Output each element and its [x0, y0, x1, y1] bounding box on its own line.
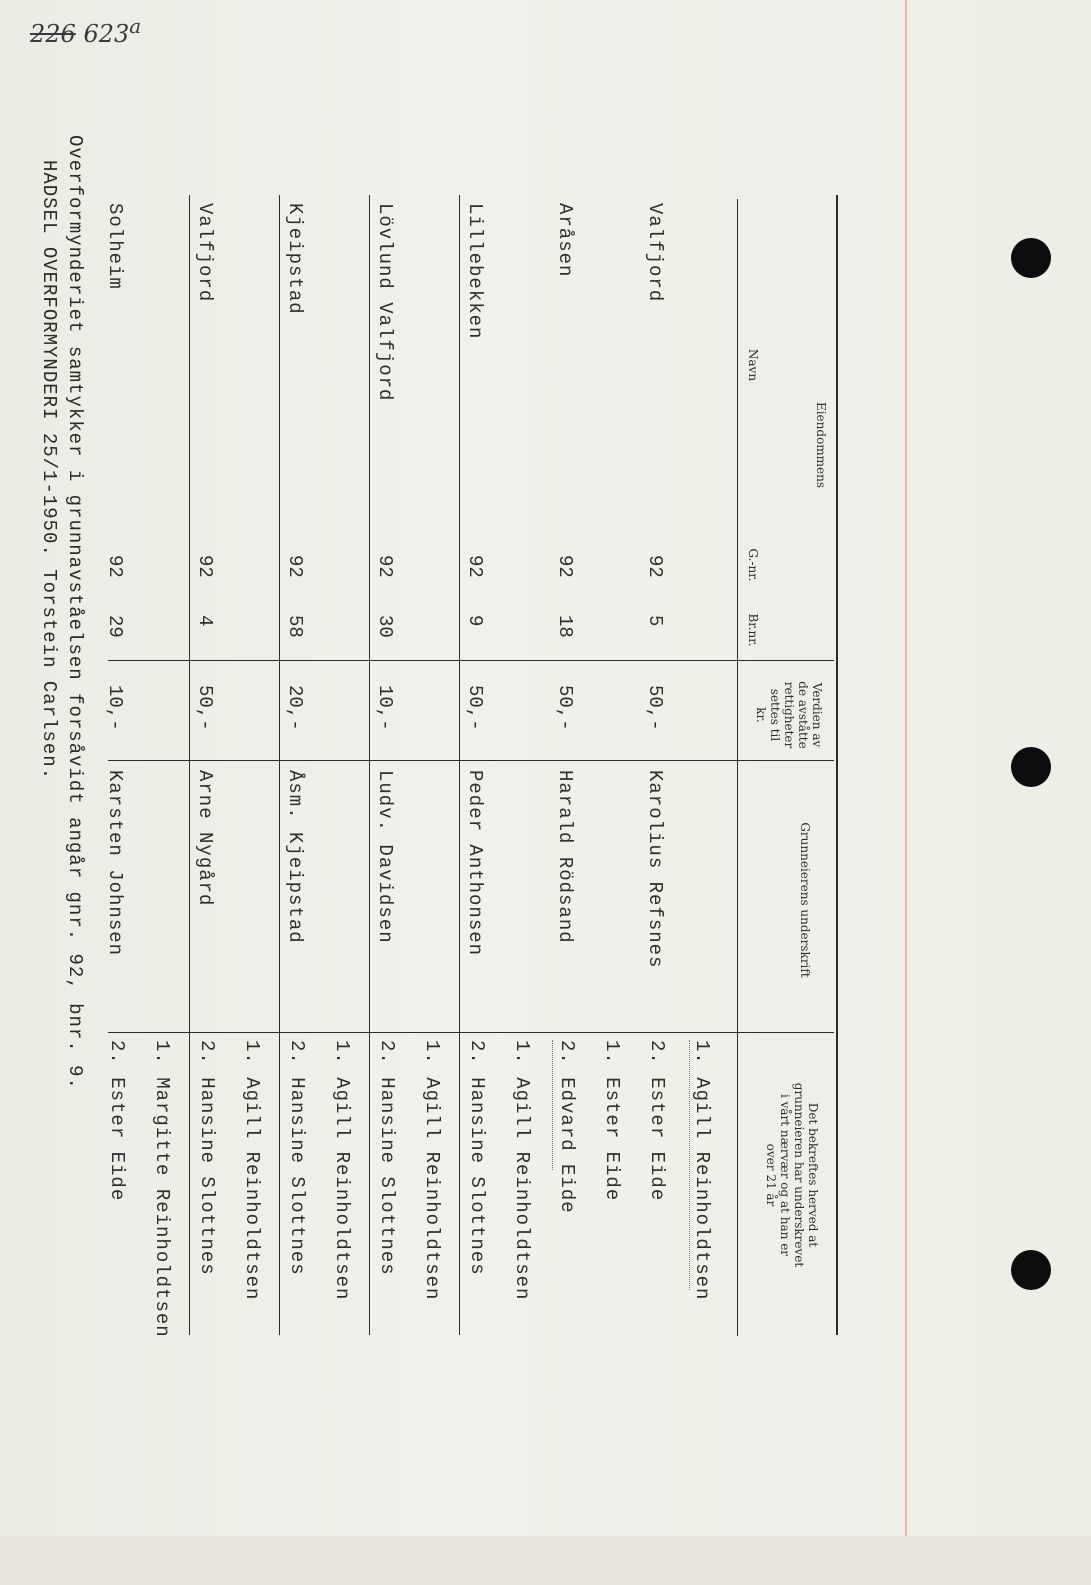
row-0-dots1	[689, 1040, 690, 1290]
row-4-vitne2: 2. Hansine Slottnes	[286, 1040, 308, 1276]
header-bnr: Br.nr.	[746, 613, 760, 647]
row-4-verdi: 20,-	[284, 685, 306, 731]
row-0-verdi: 50,-	[644, 685, 666, 731]
row-1-underskrift: Harald Rödsand	[554, 770, 576, 944]
header-underskrift: Grunneierens underskrift	[798, 822, 812, 978]
row-3-rule	[369, 195, 370, 1335]
rotated-table-area	[38, 135, 838, 1585]
margin-line	[905, 0, 907, 1536]
row-2-rule	[459, 195, 460, 1335]
row-1-navn: Aråsen	[554, 203, 576, 278]
row-0-vitne2: 2. Ester Eide	[646, 1040, 668, 1202]
row-1-verdi: 50,-	[554, 685, 576, 731]
header-navn: Navn	[746, 348, 760, 382]
row-6-bnr: 29	[104, 615, 126, 638]
row-2-vitne2: 2. Hansine Slottnes	[466, 1040, 488, 1276]
row-3-navn: Lövlund Valfjord	[374, 203, 396, 402]
row-3-vitne2: 2. Hansine Slottnes	[376, 1040, 398, 1276]
row-6-gnr: 92	[104, 555, 126, 578]
col-divider-3	[108, 1032, 834, 1033]
row-4-gnr: 92	[284, 555, 306, 578]
row-3-verdi: 10,-	[374, 685, 396, 731]
row-1-gnr: 92	[554, 555, 576, 578]
header-vitner: Det bekreftes herved at grunneieren har underskrevet i vårt nærvær og at han er over 21 år	[764, 1082, 820, 1268]
header-divider	[737, 199, 738, 1336]
punch-hole-top	[1011, 238, 1051, 278]
row-3-underskrift: Ludv. Davidsen	[374, 770, 396, 944]
header-verdi: Verdien av de avståtte rettigheter settes til kr.	[754, 681, 824, 749]
row-1-dots	[552, 1040, 553, 1170]
row-0-vitne1: 1. Agill Reinholdtsen	[691, 1040, 713, 1301]
row-1-vitne2: 2. Edvard Eide	[556, 1040, 578, 1214]
row-0-underskrift: Karolius Refsnes	[644, 770, 666, 969]
row-5-gnr: 92	[194, 555, 216, 578]
row-2-verdi: 50,-	[464, 685, 486, 731]
page-number-suffix: a	[129, 14, 142, 38]
row-6-verdi: 10,-	[104, 685, 126, 731]
row-2-vitne1: 1. Agill Reinholdtsen	[511, 1040, 533, 1301]
row-5-underskrift: Arne Nygård	[194, 770, 216, 907]
row-5-rule	[189, 195, 190, 1335]
row-3-bnr: 30	[374, 615, 396, 638]
row-4-underskrift: Åsm. Kjeipstad	[284, 770, 306, 944]
row-5-navn: Valfjord	[194, 203, 216, 303]
row-0-bnr: 5	[644, 615, 666, 627]
row-4-navn: Kjeipstad	[284, 203, 306, 315]
row-0-navn: Valfjord	[644, 203, 666, 303]
row-6-vitne2: 2. Ester Eide	[106, 1040, 128, 1202]
punch-hole-middle	[1011, 747, 1051, 787]
header-gnr: G.-nr.	[746, 548, 760, 582]
row-2-underskrift: Peder Anthonsen	[464, 770, 486, 957]
table-top-border	[836, 195, 838, 1335]
row-5-verdi: 50,-	[194, 685, 216, 731]
row-4-rule	[279, 195, 280, 1335]
row-5-vitne1: 1. Agill Reinholdtsen	[241, 1040, 263, 1301]
row-0-gnr: 92	[644, 555, 666, 578]
footer-consent-line: Overformynderiet samtykker i grunnavståelsen forsåvidt angår gnr. 92, bnr. 9.	[64, 135, 86, 1090]
row-2-navn: Lillebekken	[464, 203, 486, 340]
row-1-bnr: 18	[554, 615, 576, 638]
struck-page-number: 226	[30, 20, 76, 48]
row-4-bnr: 58	[284, 615, 306, 638]
col-divider-2	[108, 760, 834, 761]
row-6-vitne1: 1. Margitte Reinholdtsen	[151, 1040, 173, 1338]
row-5-vitne2: 2. Hansine Slottnes	[196, 1040, 218, 1276]
row-6-navn: Solheim	[104, 203, 126, 290]
page-number: 623	[83, 20, 130, 48]
footer-authority-line: HADSEL OVERFORMYNDERI 25/1-1950. Torstein Carlsen.	[38, 160, 60, 781]
row-4-vitne1: 1. Agill Reinholdtsen	[331, 1040, 353, 1301]
row-1-vitne1: 1. Ester Eide	[601, 1040, 623, 1202]
row-2-gnr: 92	[464, 555, 486, 578]
col-divider-1	[108, 660, 834, 661]
row-3-vitne1: 1. Agill Reinholdtsen	[421, 1040, 443, 1301]
row-6-underskrift: Karsten Johnsen	[104, 770, 126, 957]
page-number-note	[30, 14, 141, 48]
row-2-bnr: 9	[464, 615, 486, 627]
row-5-bnr: 4	[194, 615, 216, 627]
punch-hole-bottom	[1011, 1250, 1051, 1290]
row-3-gnr: 92	[374, 555, 396, 578]
header-eiendom: Eiendommens	[814, 401, 828, 489]
